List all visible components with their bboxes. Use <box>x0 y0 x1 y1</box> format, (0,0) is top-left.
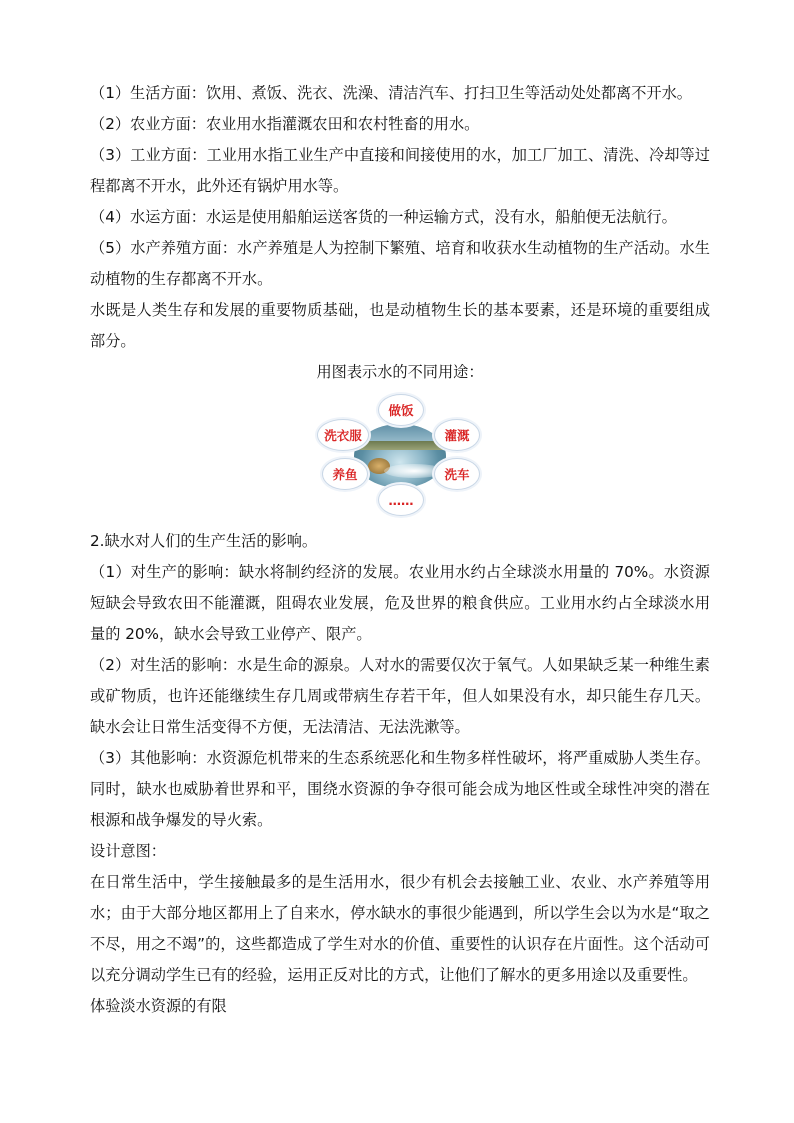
bubble-ellipsis: …… <box>378 484 424 516</box>
paragraph-production-impact: （1）对生产的影响：缺水将制约经济的发展。农业用水约占全球淡水用量的 70%。水资源短缺会导致农田不能灌溉，阻碍农业发展，危及世界的粮食供应。工业用水约占全球淡水用量的 20%，缺水会导致工业停产、限产。 <box>90 563 710 643</box>
bubble-irrigation: 灌溉 <box>434 419 480 451</box>
paragraph-shipping-use: （4）水运方面：水运是使用船舶运送客货的一种运输方式，没有水，船舶便无法航行。 <box>90 208 677 226</box>
paragraph-industry-use: （3）工业方面：工业用水指工业生产中直接和间接使用的水，加工厂加工、清洗、冷却等过程都离不开水，此外还有锅炉用水等。 <box>90 146 710 195</box>
bubble-laundry: 洗衣服 <box>317 419 369 451</box>
design-intent-heading: 设计意图： <box>90 842 166 860</box>
water-uses-diagram <box>316 392 484 520</box>
paragraph-life-impact: （2）对生活的影响：水是生命的源泉。人对水的需要仅次于氧气。人如果缺乏某一种维生素或矿物质，也许还能继续生存几周或带病生存若干年，但人如果没有水，却只能生存几天。缺水会让日常生活变得不方便，无法清洁、无法洗漱等。 <box>90 656 710 736</box>
paragraph-living-use: （1）生活方面：饮用、煮饭、洗衣、洗澡、清洁汽车、打扫卫生等活动处处都离不开水。 <box>90 84 692 102</box>
bubble-car-washing: 洗车 <box>434 458 480 490</box>
paragraph-water-importance: 水既是人类生存和发展的重要物质基础，也是动植物生长的基本要素，还是环境的重要组成部分。 <box>90 301 710 350</box>
paragraph-other-impact: （3）其他影响：水资源危机带来的生态系统恶化和生物多样性破坏，将严重威胁人类生存。同时，缺水也威胁着世界和平，围绕水资源的争夺很可能会成为地区性或全球性冲突的潜在根源和战争爆发的导火索。 <box>90 749 710 829</box>
diagram-caption: 用图表示水的不同用途： <box>316 363 484 381</box>
section-heading-water-shortage: 2.缺水对人们的生产生活的影响。 <box>90 532 318 550</box>
paragraph-aquaculture-use: （5）水产养殖方面：水产养殖是人为控制下繁殖、培育和收获水生动植物的生产活动。水生动植物的生存都离不开水。 <box>90 239 710 288</box>
document-page <box>90 78 710 1022</box>
next-activity-heading: 体验淡水资源的有限 <box>90 997 227 1015</box>
paragraph-design-intent: 在日常生活中，学生接触最多的是生活用水，很少有机会去接触工业、农业、水产养殖等用水；由于大部分地区都用上了自来水，停水缺水的事很少能遇到，所以学生会以为水是“取之不尽，用之不竭”的，这些都造成了学生对水的价值、重要性的认识存在片面性。这个活动可以充分调动学生已有的经验，运用正反对比的方式，让他们了解水的更多用途以及重要性。 <box>90 873 710 984</box>
paragraph-agriculture-use: （2）农业方面：农业用水指灌溉农田和农村牲畜的用水。 <box>90 115 480 133</box>
bubble-fish-farming: 养鱼 <box>322 458 368 490</box>
bubble-cooking: 做饭 <box>378 394 424 426</box>
